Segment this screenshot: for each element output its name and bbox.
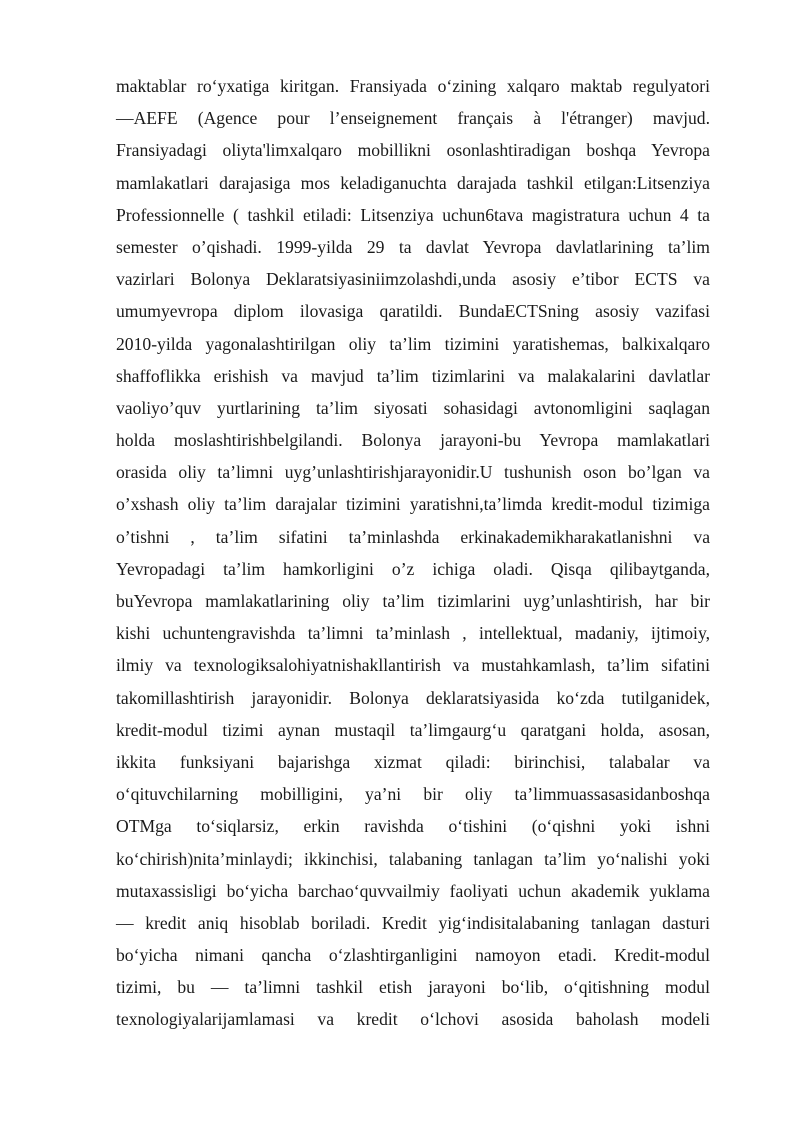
text-line: —AEFE (Agence pour l’enseignement français à l'étranger) mavjud. (116, 108, 710, 129)
text-line: holda moslashtirishbelgilandi. Bolonya jarayoni-bu Yevropa mamlakatlari (116, 430, 710, 451)
text-line: ilmiy va texnologiksalohiyatnishakllantirish va mustahkamlash, ta’lim sifatini (116, 655, 710, 676)
text-line: semester o’qishadi. 1999-yilda 29 ta davlat Yevropa davlatlarining ta’lim (116, 236, 710, 257)
text-line: texnologiyalarijamlamasi va kredit o‘lchovi asosida baholash modeli (116, 1009, 710, 1030)
text-line: shaffoflikka erishish va mavjud ta’lim tizimlarini va malakalarini davlatlar (116, 365, 710, 386)
text-line: o’xshash oliy ta’lim darajalar tizimini yaratishni,ta’limda kredit-modul tizimiga (116, 494, 710, 515)
text-line: tizimi, bu — ta’limni tashkil etish jarayoni bo‘lib, o‘qitishning modul (116, 977, 710, 998)
text-line: bo‘yicha nimani qancha o‘zlashtirganligini namoyon etadi. Kredit-modul (116, 945, 710, 966)
text-line: 2010-yilda yagonalashtirilgan oliy ta’lim tizimini yaratishemas, balkixalqaro (116, 333, 710, 354)
text-line: OTMga to‘siqlarsiz, erkin ravishda o‘tishini (o‘qishni yoki ishni (116, 816, 710, 837)
text-line: buYevropa mamlakatlarining oliy ta’lim tizimlarini uyg’unlashtirish, har bir (116, 591, 710, 611)
text-line: Fransiyadagi oliyta'limxalqaro mobillikni osonlashtiradigan boshqa Yevropa (116, 140, 710, 161)
text-line: Yevropadagi ta’lim hamkorligini o’z ichiga oladi. Qisqa qilibaytganda, (116, 558, 710, 579)
text-line: o‘qituvchilarning mobilligini, ya’ni bir oliy ta’limmuassasasidanboshqa (116, 784, 710, 805)
text-line: maktablar ro‘yxatiga kiritgan. Fransiyada o‘zining xalqaro maktab regulyatori (116, 76, 710, 96)
text-line: kishi uchuntengravishda ta’limni ta’minlash , intellektual, madaniy, ijtimoiy, (116, 623, 710, 644)
text-line: mamlakatlari darajasiga mos keladiganuchta darajada tashkil etilgan:Litsenziya (116, 172, 710, 193)
text-line: vazirlari Bolonya Deklaratsiyasiniimzolashdi,unda asosiy e’tibor ECTS va (116, 269, 710, 290)
text-line: ko‘chirish)nita’minlaydi; ikkinchisi, talabaning tanlagan ta’lim yo‘nalishi yoki (116, 848, 710, 869)
text-line: — kredit aniq hisoblab boriladi. Kredit yig‘indisitalabaning tanlagan dasturi (116, 912, 710, 933)
text-line: mutaxassisligi bo‘yicha barchao‘quvvailmiy faoliyati uchun akademik yuklama (116, 880, 710, 901)
text-line: vaoliyo’quv yurtlarining ta’lim siyosati sohasidagi avtonomligini saqlagan (116, 397, 710, 418)
text-line: ikkita funksiyani bajarishga xizmat qiladi: birinchisi, talabalar va (116, 751, 710, 772)
text-line: umumyevropa diplom ilovasiga qaratildi. BundaECTSning asosiy vazifasi (116, 301, 710, 322)
text-line: orasida oliy ta’limni uyg’unlashtirishjarayonidir.U tushunish oson bo’lgan va (116, 462, 710, 483)
body-paragraph (116, 70, 710, 1036)
text-line: takomillashtirish jarayonidir. Bolonya deklaratsiyasida ko‘zda tutilganidek, (116, 687, 710, 708)
text-line: Professionnelle ( tashkil etiladi: Litsenziya uchun6tava magistratura uchun 4 ta (116, 204, 710, 225)
text-line: o’tishni , ta’lim sifatini ta’minlashda erkinakademikharakatlanishni va (116, 526, 710, 547)
text-line: kredit-modul tizimi aynan mustaqil ta’limgaurg‘u qaratgani holda, asosan, (116, 719, 710, 740)
